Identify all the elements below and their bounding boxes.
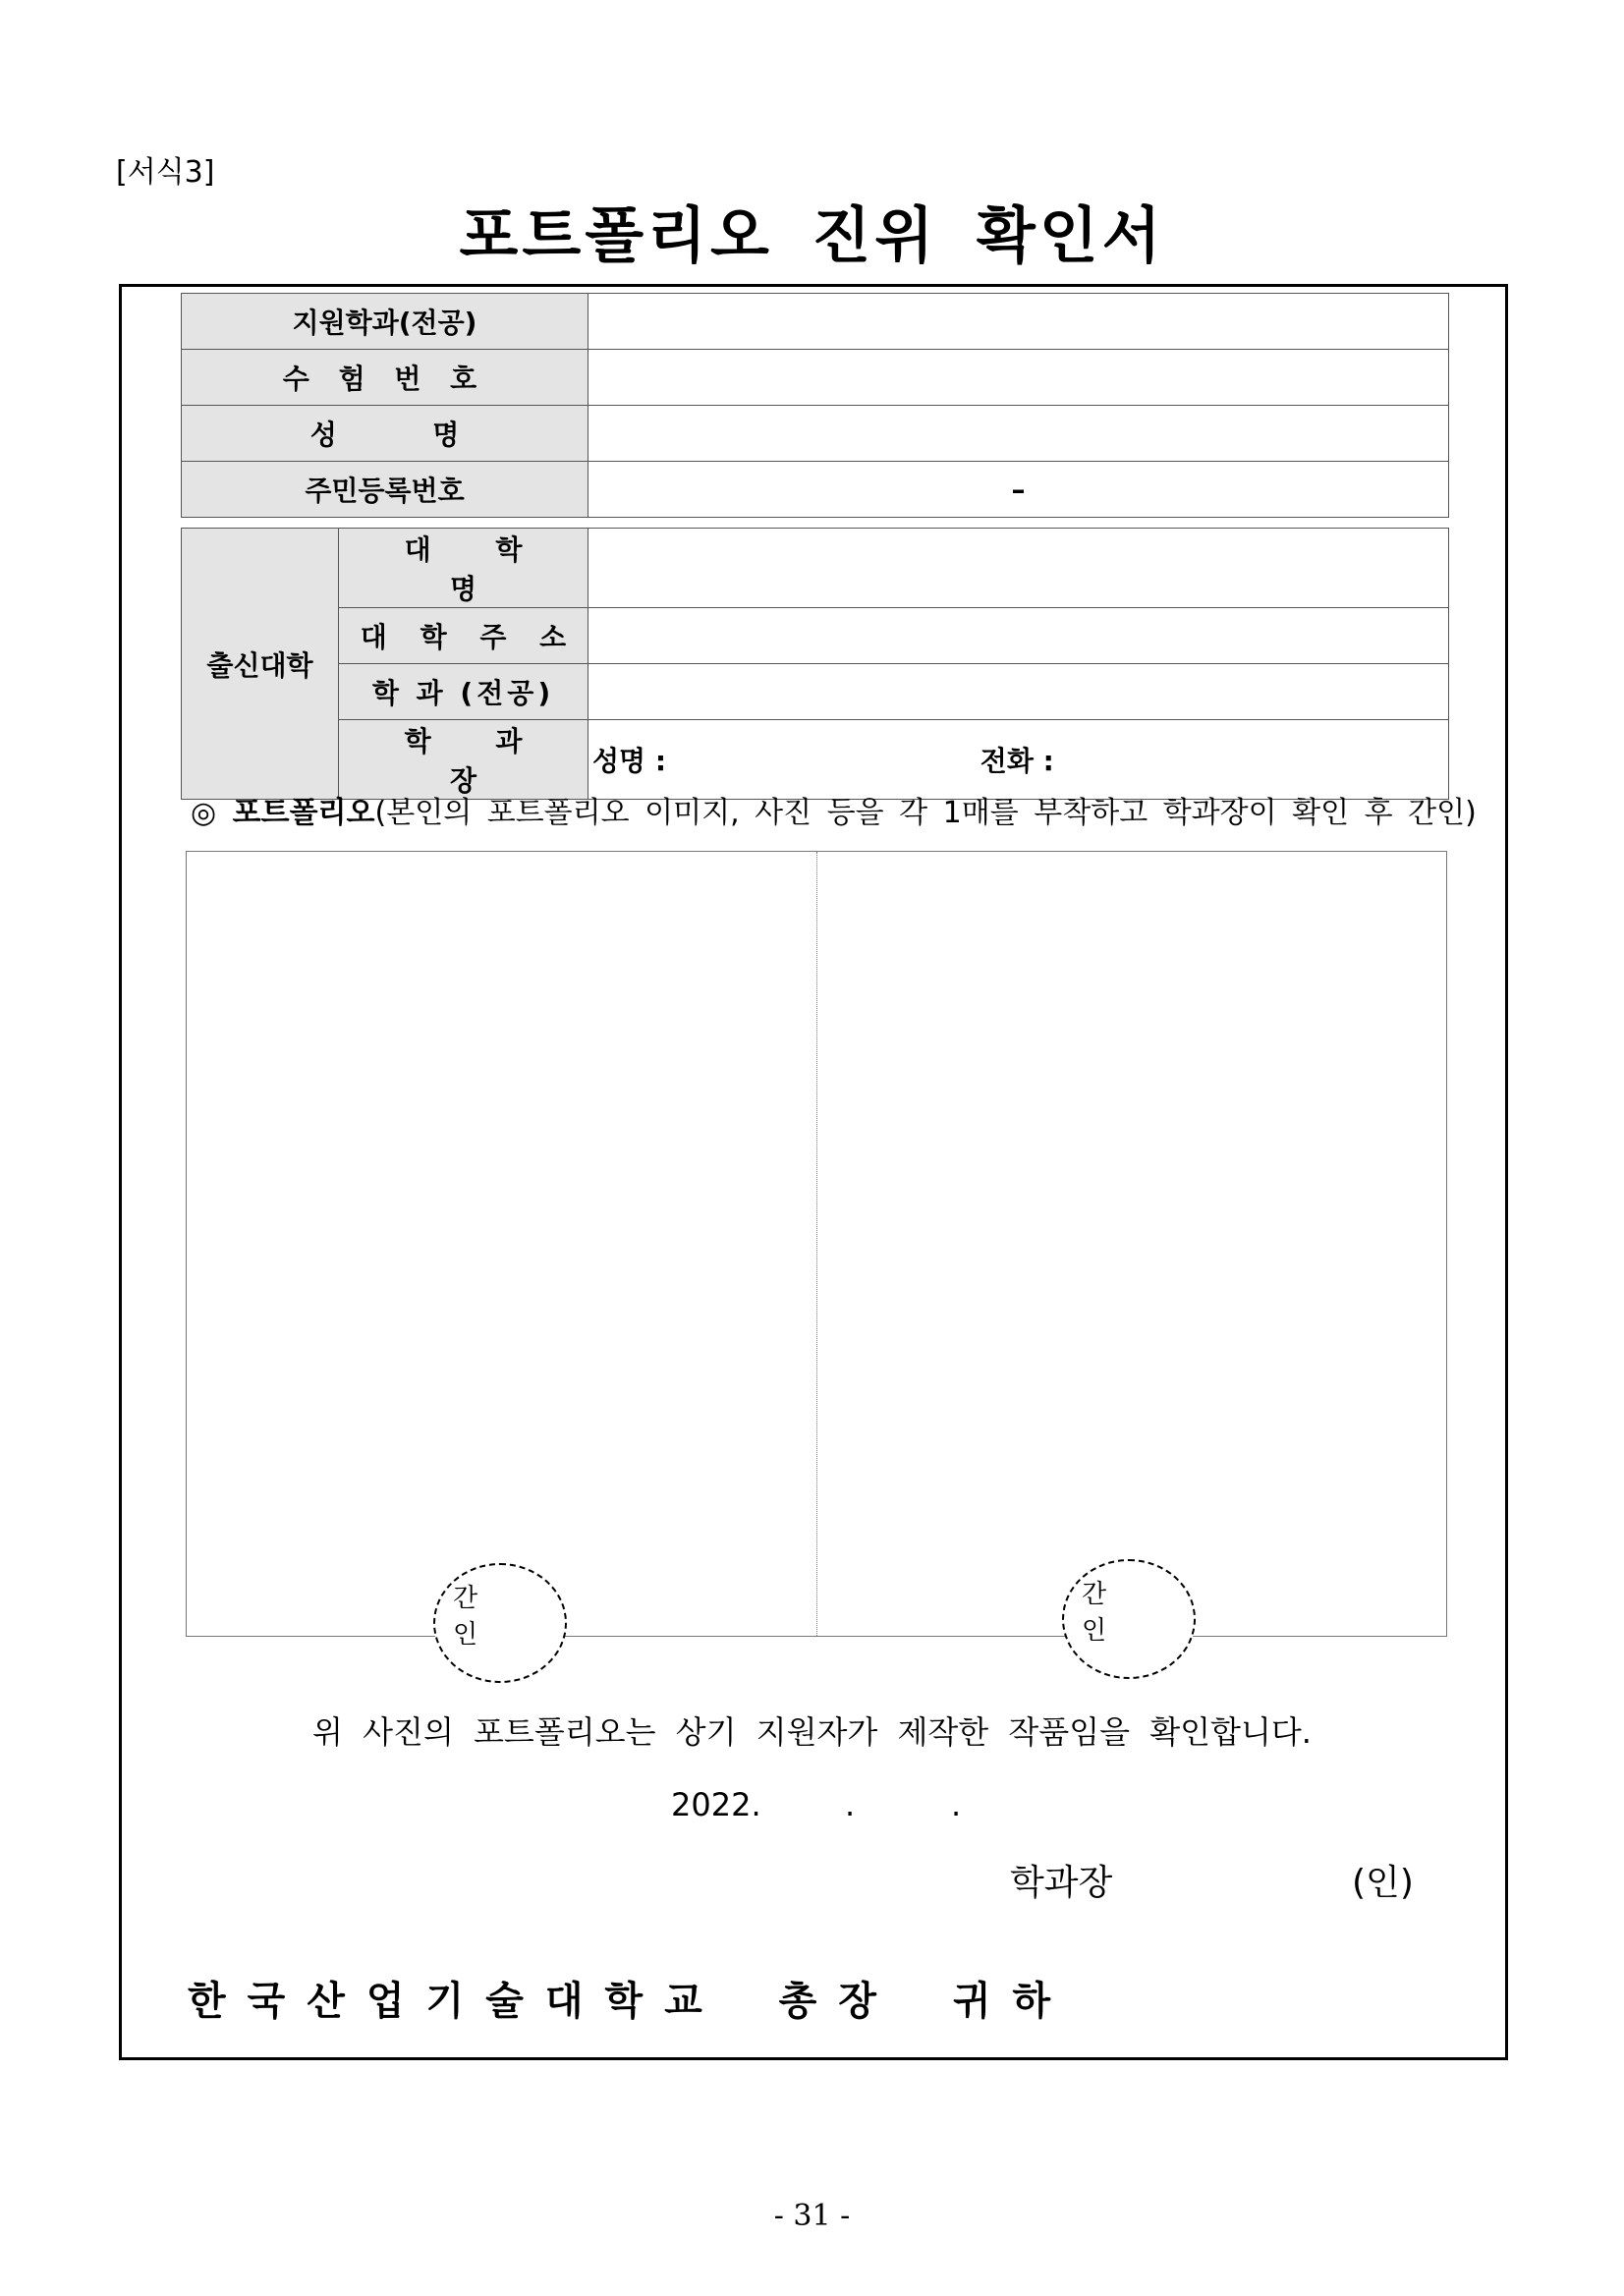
university-address-field[interactable] <box>588 608 1449 664</box>
signature-role: 학과장 <box>1010 1863 1113 1903</box>
addressee: 한국산업기술대학교 총장 귀하 <box>188 1979 1073 2024</box>
department-field[interactable] <box>588 664 1449 720</box>
department-label: 학 과 (전공) <box>339 664 588 720</box>
portfolio-instruction <box>191 788 1477 831</box>
signature-seal: (인) <box>1352 1863 1414 1903</box>
date-month-dot: . <box>845 1786 856 1823</box>
resident-number-field[interactable]: – <box>588 462 1449 518</box>
table-row <box>182 462 1449 518</box>
form-number: [서식3] <box>116 155 215 190</box>
alma-mater-label: 출신대학 <box>182 529 339 800</box>
dept-head-phone-label: 전화 : <box>980 745 1054 777</box>
dept-head-label: 학 과 장 <box>339 720 588 800</box>
page-number: - 31 - <box>773 2199 851 2233</box>
university-name-field[interactable] <box>588 529 1449 608</box>
table-row <box>182 350 1449 406</box>
dept-head-name-label: 성명 : <box>592 745 667 777</box>
exam-number-field[interactable] <box>588 350 1449 406</box>
applied-department-label: 지원학과(전공) <box>182 294 588 350</box>
university-address-label: 대 학 주 소 <box>339 608 588 664</box>
date-year: 2022. <box>671 1786 761 1823</box>
exam-number-label: 수 험 번 호 <box>182 350 588 406</box>
university-info-table <box>181 528 1449 800</box>
applicant-info-table <box>181 293 1449 518</box>
confirmation-statement: 위 사진의 포트폴리오는 상기 지원자가 제작한 작품임을 확인합니다. <box>312 1713 1312 1751</box>
portfolio-instruction-text: (본인의 포트폴리오 이미지, 사진 등을 각 1매를 부착하고 학과장이 확인 후 간인) <box>374 796 1477 830</box>
seal-stamp-right: 간 인 <box>1062 1559 1196 1679</box>
resident-number-label: 주민등록번호 <box>182 462 588 518</box>
name-field[interactable] <box>588 406 1449 462</box>
portfolio-attachment-area <box>186 851 1447 1637</box>
document-title: 포트폴리오 진위 확인서 <box>459 199 1165 271</box>
university-name-label: 대 학 명 <box>339 529 588 608</box>
applied-department-field[interactable] <box>588 294 1449 350</box>
date-day-dot: . <box>951 1786 962 1823</box>
portfolio-heading: ◎ 포트폴리오 <box>191 796 375 830</box>
table-row <box>182 529 1449 608</box>
table-row <box>182 664 1449 720</box>
table-row <box>182 406 1449 462</box>
table-row <box>182 608 1449 664</box>
name-label: 성 명 <box>182 406 588 462</box>
table-row <box>182 294 1449 350</box>
attachment-divider <box>816 852 817 1636</box>
seal-stamp-left: 간 인 <box>433 1563 567 1683</box>
